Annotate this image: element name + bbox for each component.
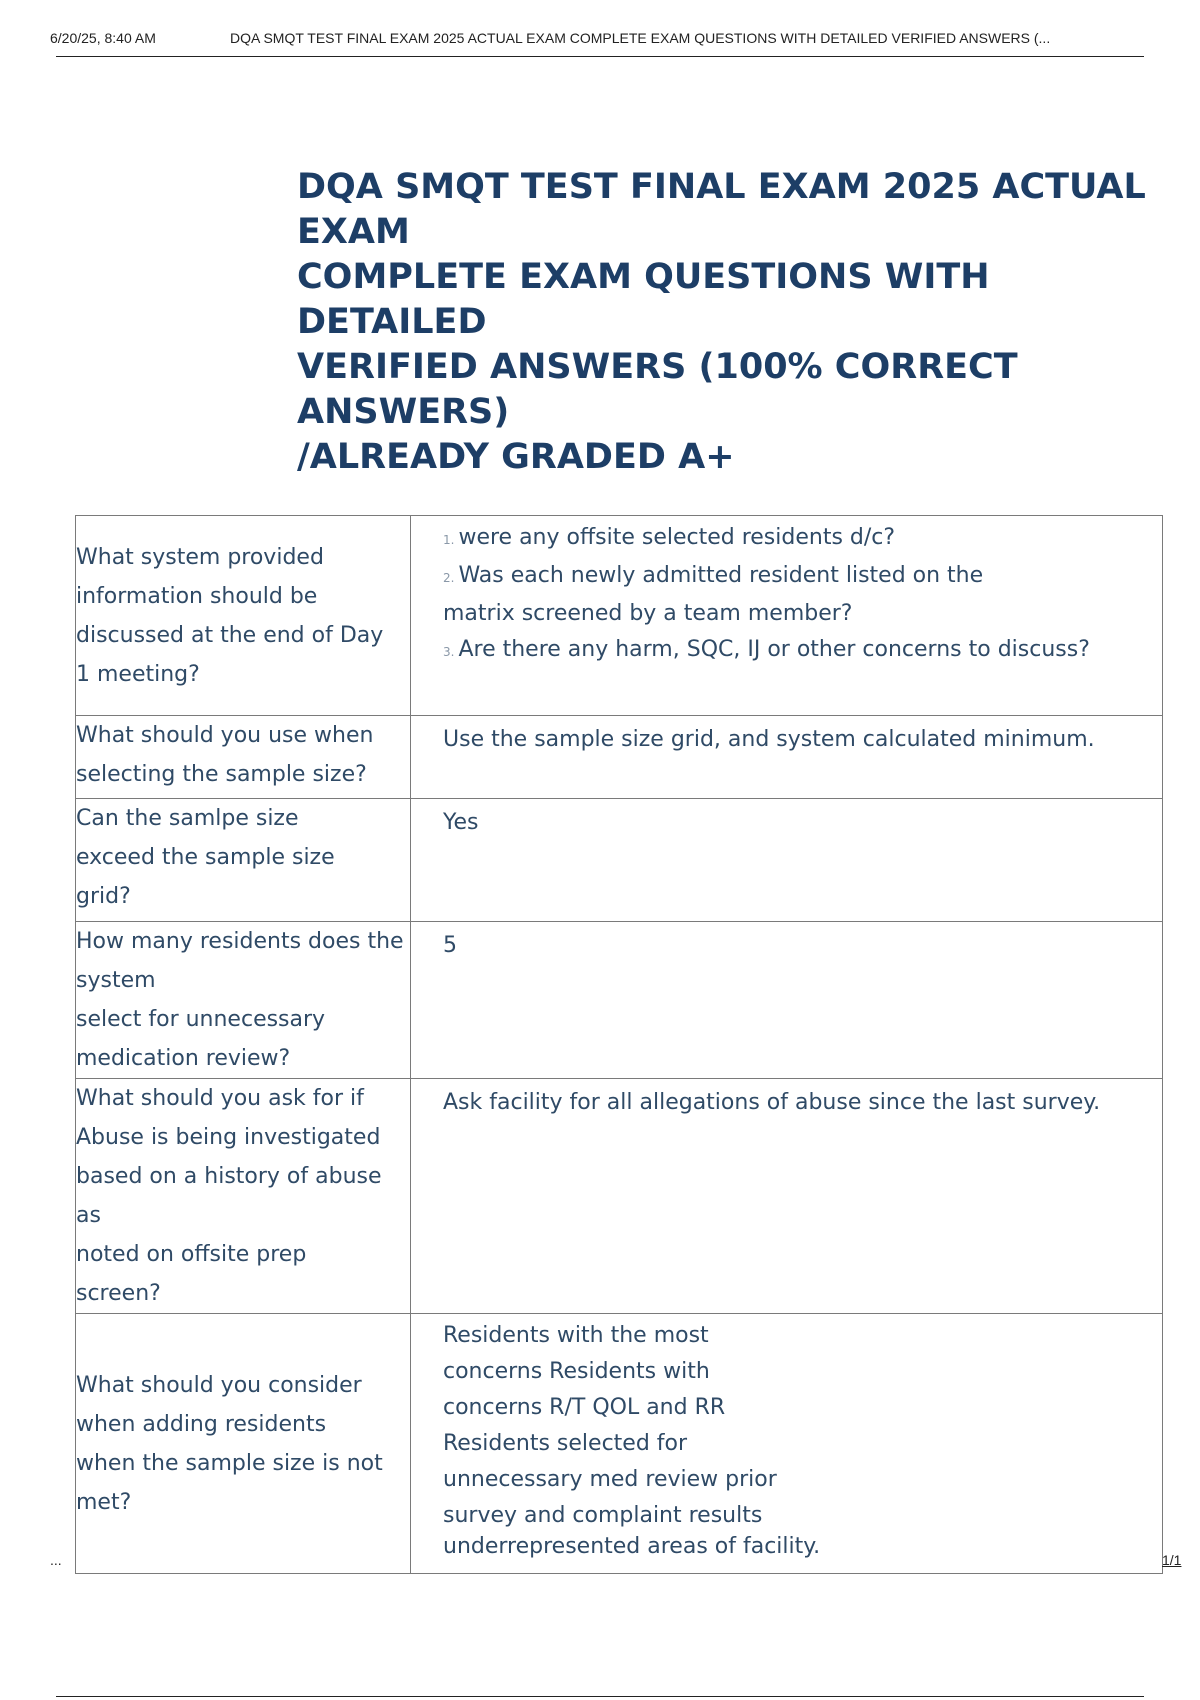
list-number: 2. [443, 571, 455, 585]
answer-cell [411, 716, 1163, 799]
table-row [76, 799, 1163, 922]
question-line: 1 meeting? [76, 661, 200, 687]
table-row [76, 1079, 1163, 1314]
answer-line: Use the sample size grid, and system calculated minimum. [443, 727, 1095, 752]
answer-cell [411, 516, 1163, 716]
answer-line: 2. Was each newly admitted resident listed on the [443, 563, 984, 588]
question-line: How many residents does the [76, 929, 404, 954]
table-row [76, 1314, 1163, 1574]
answer-line: Residents with the most [443, 1323, 709, 1348]
question-line: Abuse is being investigated [76, 1125, 381, 1150]
answer-cell [411, 799, 1163, 922]
answer-line: concerns Residents with [443, 1359, 710, 1384]
question-cell [76, 1079, 411, 1314]
question-line: noted on offsite prep [76, 1242, 307, 1267]
answer-line: 1. were any offsite selected residents d/c? [443, 525, 896, 550]
question-line: selecting the sample size? [76, 762, 367, 787]
footer-rule [56, 1696, 1144, 1697]
answer-line: concerns R/T QOL and RR [443, 1395, 726, 1420]
question-line: What should you consider [76, 1372, 362, 1398]
title-line: COMPLETE EXAM QUESTIONS WITH DETAILED [297, 257, 990, 342]
question-cell [76, 799, 411, 922]
answer-line: Residents selected for [443, 1431, 688, 1456]
answer-line: underrepresented areas of facility. [443, 1534, 821, 1559]
question-line: based on a history of abuse as [76, 1164, 382, 1228]
answer-line: Yes [443, 810, 479, 835]
answer-line: Ask facility for all allegations of abuse since the last survey. [443, 1090, 1101, 1115]
answer-line: unnecessary med review prior [443, 1467, 777, 1492]
question-line: exceed the sample size [76, 845, 335, 870]
question-cell [76, 1314, 411, 1574]
question-line: information should be [76, 583, 318, 609]
question-line: met? [76, 1489, 132, 1515]
table-row [76, 716, 1163, 799]
print-date: 6/20/25, 8:40 AM [50, 30, 156, 46]
table-row [76, 516, 1163, 716]
question-cell [76, 716, 411, 799]
qa-table [75, 515, 1163, 1574]
answer-cell [411, 1079, 1163, 1314]
question-line: Can the samlpe size [76, 806, 299, 831]
page-number: 1/1 [1162, 1552, 1182, 1568]
answer-line: 5 [443, 933, 457, 958]
question-cell [76, 516, 411, 716]
list-number: 3. [443, 645, 455, 659]
question-line: What should you ask for if [76, 1086, 364, 1111]
question-line: What should you use when [76, 723, 374, 748]
question-line: system [76, 968, 156, 993]
table-row [76, 922, 1163, 1079]
title-line: DQA SMQT TEST FINAL EXAM 2025 ACTUAL EXAM [297, 167, 1146, 252]
document-title [297, 165, 1167, 480]
question-line: when adding residents [76, 1411, 327, 1437]
answer-cell [411, 1314, 1163, 1574]
question-line: screen? [76, 1281, 161, 1306]
question-line: select for unnecessary [76, 1007, 326, 1032]
list-number: 1. [443, 533, 455, 547]
question-line: What system provided [76, 544, 324, 570]
question-cell [76, 922, 411, 1079]
title-line: /ALREADY GRADED A+ [297, 437, 735, 477]
header-rule [56, 56, 1144, 57]
question-line: grid? [76, 884, 131, 909]
question-line: when the sample size is not [76, 1450, 383, 1476]
print-header-title: DQA SMQT TEST FINAL EXAM 2025 ACTUAL EXAM COMPLETE EXAM QUESTIONS WITH DETAILED VERIFIED ANSWERS (... [230, 30, 1051, 46]
answer-line: survey and complaint results [443, 1503, 763, 1528]
footer-url-truncated: ... [50, 1552, 62, 1568]
answer-line: 3. Are there any harm, SQC, IJ or other concerns to discuss? [443, 637, 1090, 662]
title-line: VERIFIED ANSWERS (100% CORRECT ANSWERS) [297, 347, 1018, 432]
answer-cell [411, 922, 1163, 1079]
question-line: discussed at the end of Day [76, 622, 384, 648]
question-line: medication review? [76, 1046, 291, 1071]
answer-line: matrix screened by a team member? [443, 601, 853, 626]
